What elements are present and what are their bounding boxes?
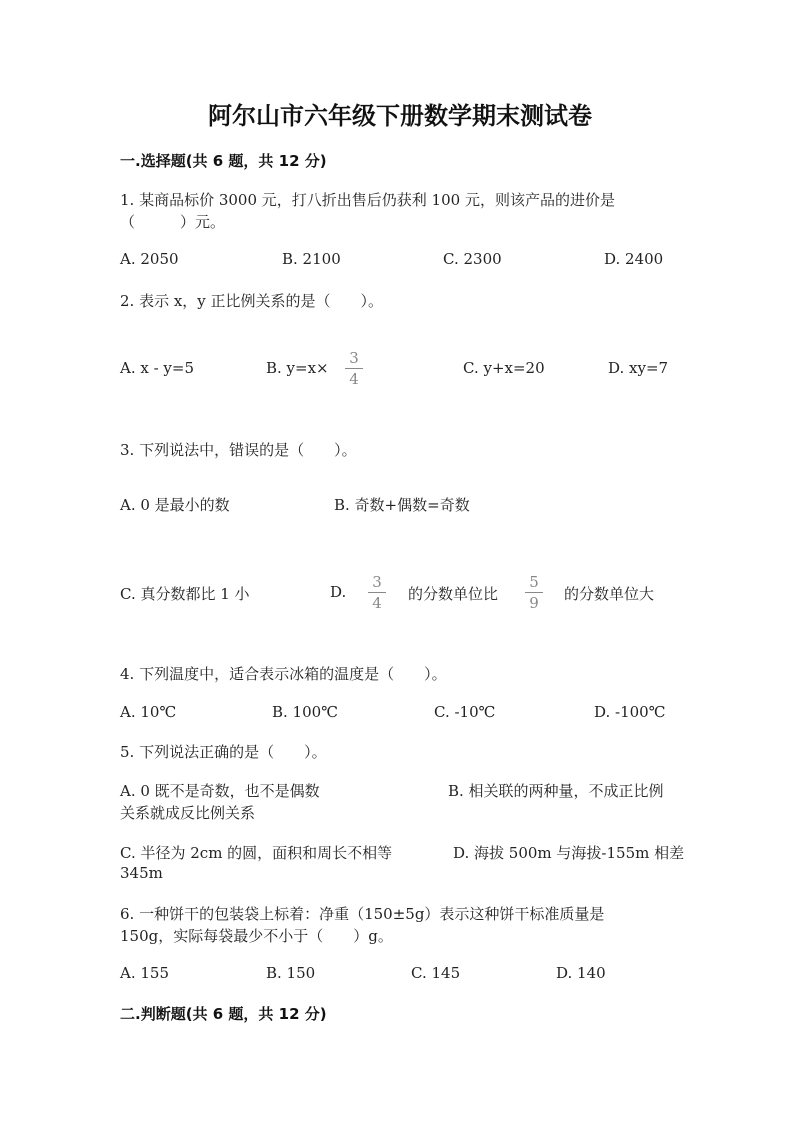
question-3-option-d-label: D.	[330, 583, 347, 601]
question-3-text: 3. 下列说法中，错误的是（ ）。	[120, 441, 357, 459]
question-6-text-cont: 150g，实际每袋最少不小于（ ）g。	[120, 927, 393, 945]
question-5-option-b-cont: 关系就成反比例关系	[120, 804, 256, 822]
question-5-option-c: C. 半径为 2cm 的圆，面积和周长不相等	[120, 844, 393, 862]
question-3-option-d-middle: 的分数单位比	[408, 585, 499, 603]
question-2-option-b: B. y=x×	[266, 359, 329, 377]
question-1-option-c: C. 2300	[443, 250, 502, 268]
question-1-option-b: B. 2100	[282, 250, 341, 268]
question-2-option-c: C. y+x=20	[463, 359, 545, 377]
fraction-five-ninths: 5 9	[525, 574, 543, 611]
question-3-option-a: A. 0 是最小的数	[120, 496, 230, 514]
question-1-text-cont: （ ）元。	[120, 213, 226, 231]
fraction-three-quarters: 3 4	[368, 574, 386, 611]
question-6-option-d: D. 140	[556, 964, 606, 982]
fraction-three-quarters: 3 4	[345, 350, 363, 387]
question-2-text: 2. 表示 x，y 正比例关系的是（ ）。	[120, 292, 384, 310]
question-5-option-b: B. 相关联的两种量，不成正比例	[448, 782, 664, 800]
question-5-option-d-cont: 345m	[120, 864, 163, 882]
question-6-option-a: A. 155	[120, 964, 169, 982]
question-1-text: 1. 某商品标价 3000 元，打八折出售后仍获利 100 元，则该产品的进价是	[120, 191, 615, 209]
question-3-option-c: C. 真分数都比 1 小	[120, 585, 250, 603]
question-4-option-c: C. -10℃	[434, 703, 496, 721]
question-5-option-d: D. 海拔 500m 与海拔-155m 相差	[453, 844, 685, 862]
question-3-option-d-end: 的分数单位大	[564, 585, 655, 603]
question-6-option-c: C. 145	[411, 964, 461, 982]
page-title: 阿尔山市六年级下册数学期末测试卷	[208, 102, 592, 130]
question-4-option-a: A. 10℃	[120, 703, 177, 721]
question-5-text: 5. 下列说法正确的是（ ）。	[120, 743, 327, 761]
question-4-option-b: B. 100℃	[272, 703, 338, 721]
question-4-option-d: D. -100℃	[594, 703, 666, 721]
question-2-option-a: A. x - y=5	[120, 359, 195, 377]
question-6-option-b: B. 150	[266, 964, 316, 982]
section-heading-judgement: 二.判断题(共 6 题，共 12 分)	[120, 1005, 327, 1023]
question-2-option-d: D. xy=7	[608, 359, 669, 377]
question-1-option-d: D. 2400	[604, 250, 664, 268]
question-5-option-a: A. 0 既不是奇数，也不是偶数	[120, 782, 320, 800]
question-3-option-b: B. 奇数+偶数=奇数	[334, 496, 470, 514]
question-1-option-a: A. 2050	[120, 250, 179, 268]
section-heading-choice: 一.选择题(共 6 题，共 12 分)	[120, 152, 327, 170]
question-4-text: 4. 下列温度中，适合表示冰箱的温度是（ ）。	[120, 665, 447, 683]
question-6-text: 6. 一种饼干的包装袋上标着：净重（150±5g）表示这种饼干标准质量是	[120, 905, 605, 923]
